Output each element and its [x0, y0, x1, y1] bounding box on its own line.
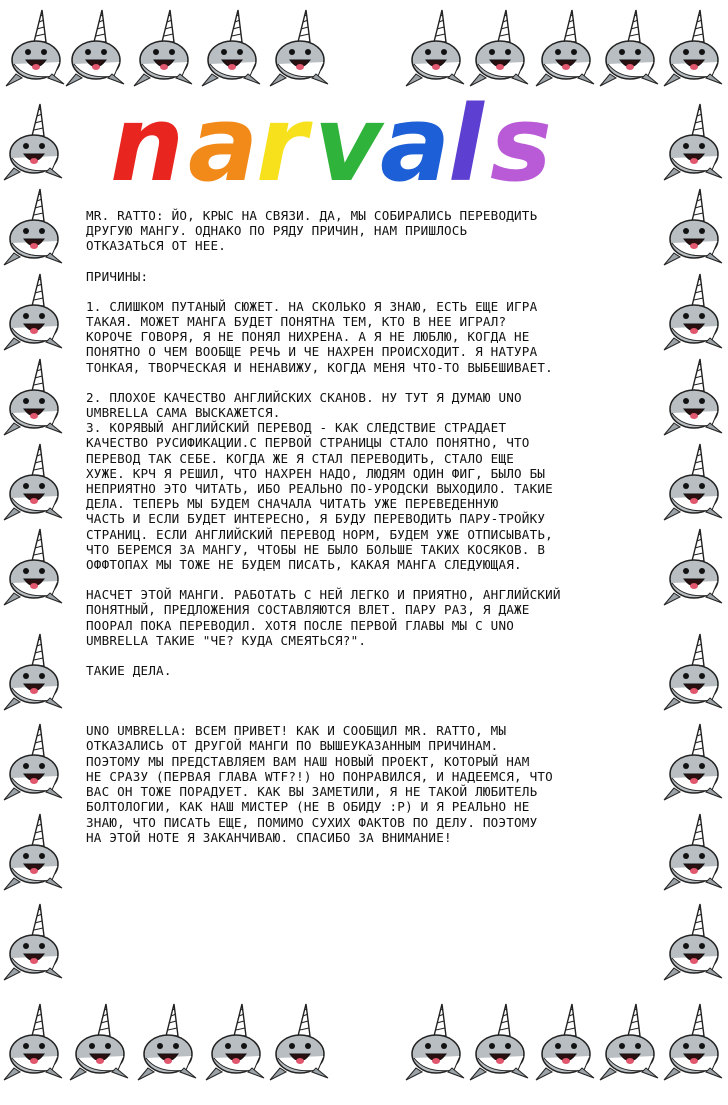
narvals-logo	[110, 96, 620, 196]
logo-letter: s	[490, 96, 552, 196]
paragraph-about-manga: НАСЧЕТ ЭТОЙ МАНГИ. РАБОТАТЬ С НЕЙ ЛЕГКО И ПРИЯТНО, АНГЛИЙСКИЙ ПОНЯТНЫЙ, ПРЕДЛОЖЕНИЯ СОСТАВЛЯЮТСЯ ВЛЕТ. ПАРУ РАЗ, Я ДАЖЕ ПООРАЛ ПОКА ПЕРЕВОДИЛ. ХОТЯ ПОСЛЕ ПЕРВОЙ ГЛАВЫ МЫ С UNO UMBRELLA ТАКИЕ "ЧЕ? КУДА СМЕЯТЬСЯ?".	[86, 587, 561, 648]
logo-letter: n	[110, 96, 185, 196]
paragraph-reason-1: 1. СЛИШКОМ ПУТАНЫЙ СЮЖЕТ. НА СКОЛЬКО Я ЗНАЮ, ЕСТЬ ЕЩЕ ИГРА ТАКАЯ. МОЖЕТ МАНГА БУДЕТ ПОНЯТНА ТЕМ, КТО В НЕЕ ИГРАЛ? КОРОЧЕ ГОВОРЯ, Я НЕ ПОНЯЛ НИХРЕНА. А Я НЕ ЛЮБЛЮ, КОГДА НЕ ПОНЯТНО О ЧЕМ ВООБЩЕ РЕЧЬ И ЧЕ НАХРЕН ПРОИСХОДИТ. Я НАТУРА ТОНКАЯ, ТВОРЧЕСКАЯ И НЕНАВИЖУ, КОГДА МЕНЯ ЧТО-ТО ВЫБЕШИВАЕТ.	[86, 298, 553, 375]
logo-letter: v	[314, 96, 382, 196]
paragraph-intro: MR. RATTO: ЙО, КРЫС НА СВЯЗИ. ДА, МЫ СОБИРАЛИСЬ ПЕРЕВОДИТЬ ДРУГУЮ МАНГУ. ОДНАКО ПО РЯДУ ПРИЧИН, НАМ ПРИШЛОСЬ ОТКАЗАТЬСЯ ОТ НЕЕ.	[86, 208, 538, 254]
logo-letter: a	[380, 96, 451, 196]
translator-notes	[86, 208, 646, 860]
paragraph-closing: ТАКИЕ ДЕЛА.	[86, 663, 172, 679]
paragraph-uno-umbrella: UNO UMBRELLA: ВСЕМ ПРИВЕТ! КАК И СООБЩИЛ MR. RATTO, МЫ ОТКАЗАЛИСЬ ОТ ДРУГОЙ МАНГИ ПО ВЫШЕУКАЗАННЫМ ПРИЧИНАМ. ПОЭТОМУ МЫ ПРЕДСТАВЛЯЕМ ВАМ НАШ НОВЫЙ ПРОЕКТ, КОТОРЫЙ НАМ НЕ СРАЗУ (ПЕРВАЯ ГЛАВА WTF?!) НО ПОНРАВИЛСЯ, И НАДЕЕМСЯ, ЧТО ВАС ОН ТОЖЕ ПОРАДУЕТ. КАК ВЫ ЗАМЕТИЛИ, Я НЕ ТАКОЙ ЛЮБИТЕЛЬ БОЛТОЛОГИИ, КАК НАШ МИСТЕР (НЕ В ОБИДУ :Р) И Я РЕАЛЬНО НЕ ЗНАЮ, ЧТО ПИСАТЬ ЕЩЕ, ПОМИМО СУХИХ ФАКТОВ ПО ДЕЛУ. ПОЭТОМУ НА ЭТОЙ НОТЕ Я ЗАКАНЧИВАЮ. СПАСИБО ЗА ВНИМАНИЕ!	[86, 723, 553, 845]
logo-letter: a	[188, 96, 259, 196]
logo-letter: l	[448, 96, 484, 196]
paragraph-reasons-heading: ПРИЧИНЫ:	[86, 268, 149, 284]
logo-letter: r	[256, 96, 308, 196]
paragraph-reasons-2-3: 2. ПЛОХОЕ КАЧЕСТВО АНГЛИЙСКИХ СКАНОВ. НУ ТУТ Я ДУМАЮ UNO UMBRELLA САМА ВЫСКАЖЕТСЯ. 3. КОРЯВЫЙ АНГЛИЙСКИЙ ПЕРЕВОД - КАК СЛЕДСТВИЕ СТРАДАЕТ КАЧЕСТВО РУСИФИКАЦИИ.С ПЕРВОЙ СТРАНИЦЫ СТАЛО ПОНЯТНО, ЧТО ПЕРЕВОД ТАК СЕБЕ. КОГДА ЖЕ Я СТАЛ ПЕРЕВОДИТЬ, СТАЛО ЕЩЕ ХУЖЕ. КРЧ Я РЕШИЛ, ЧТО НАХРЕН НАДО, ЛЮДЯМ ОДИН ФИГ, БЫЛО БЫ НЕПРИЯТНО ЭТО ЧИТАТЬ, ИБО РЕАЛЬНО ПО-УРОДСКИ ВЫХОДИЛО. ТАКИЕ ДЕЛА. ТЕПЕРЬ МЫ БУДЕМ СНАЧАЛА ЧИТАТЬ УЖЕ ПЕРЕВЕДЕННУЮ ЧАСТЬ И ЕСЛИ БУДЕТ ИНТЕРЕСНО, Я БУДУ ПЕРЕВОДИТЬ ПАРУ-ТРОЙКУ СТРАНИЦ. ЕСЛИ АНГЛИЙСКИЙ ПЕРЕВОД НОРМ, БУДЕМ УЖЕ ОТПИСЫВАТЬ, ЧТО БЕРЕМСЯ ЗА МАНГУ, ЧТОБЫ НЕ БЫЛО БОЛЬШЕ ТАКИХ КОСЯКОВ. В ОФФТОПАХ МЫ ТОЖЕ НЕ БУДЕМ ПИСАТЬ, КАКАЯ МАНГА СЛЕДУЮЩАЯ.	[86, 389, 553, 573]
